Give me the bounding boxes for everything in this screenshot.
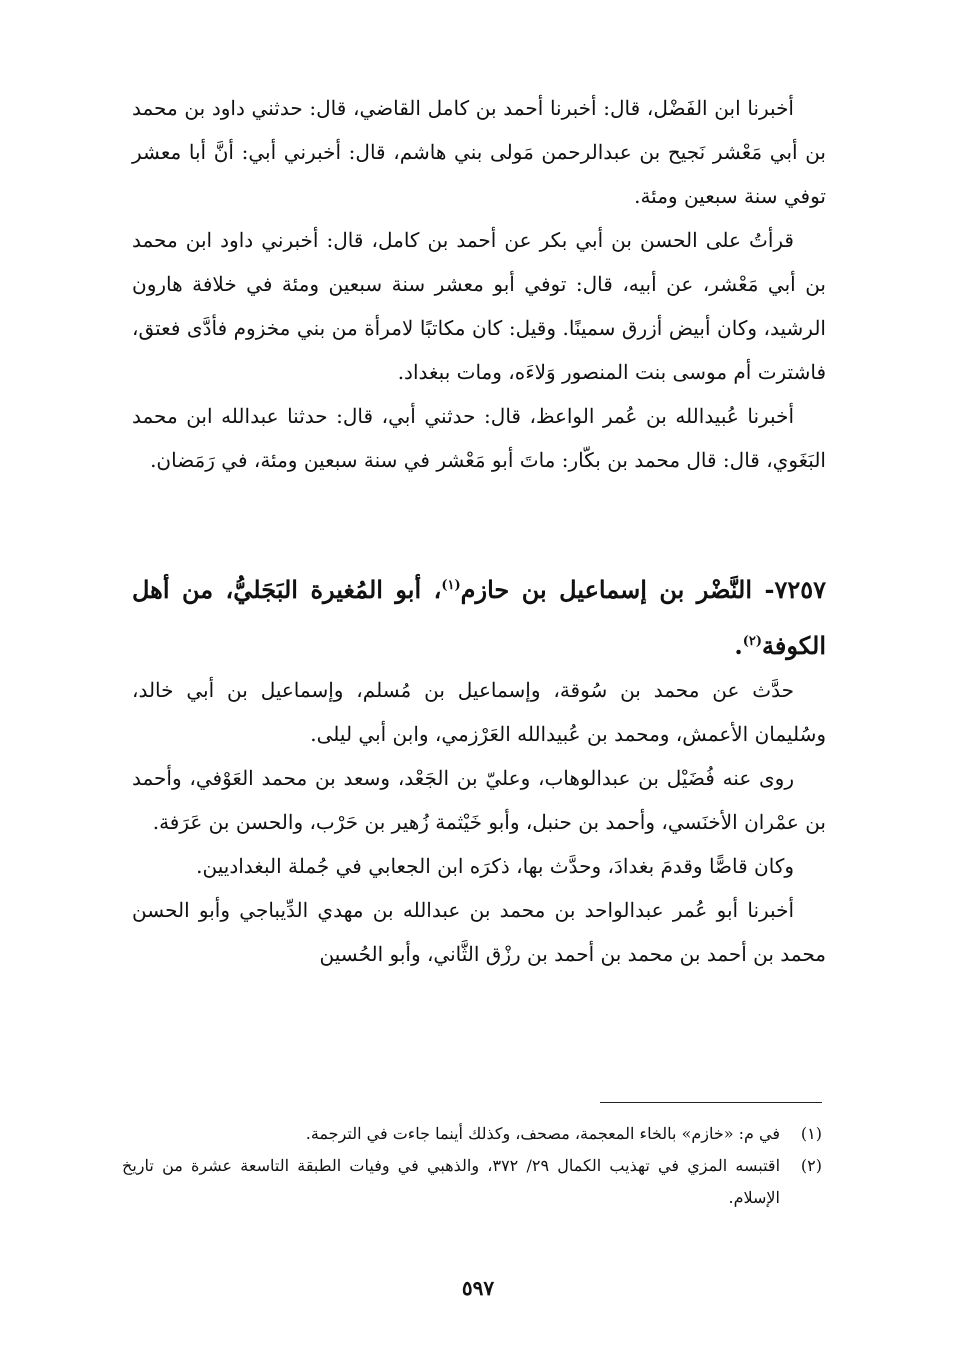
footnote-text: في م: «خازم» بالخاء المعجمة، مصحف، وكذلك أينما جاءت في الترجمة. [305,1124,780,1143]
paragraph-5: روى عنه فُضَيْل بن عبدالوهاب، وعليّ بن الجَعْد، وسعد بن محمد العَوْفي، وأحمد بن عمْران الأخنَسي، وأحمد بن حنبل، وأبو خَيْثمة زُهير بن حَرْب، والحسن بن عَرَفة. [132,766,826,834]
footnotes [122,1118,822,1214]
paragraph-7: أخبرنا أبو عُمر عبدالواحد بن محمد بن عبدالله بن مهدي الدِّيباجي وأبو الحسن محمد بن أحمد بن محمد بن أحمد بن رزْق الثَّاني، وأبو الحُسين [132,898,826,966]
paragraph-6: وكان قاصًّا وقدمَ بغدادَ، وحدَّث بها، ذكرَه ابن الجعابي في جُملة البغداديين. [196,854,794,878]
paragraph-1: أخبرنا ابن الفَضْل، قال: أخبرنا أحمد بن كامل القاضي، قال: حدثني داود بن محمد بن أبي مَعْشر نَجيح بن عبدالرحمن مَولى بني هاشم، قال: أخبرني أبي: أنَّ أبا معشر توفي سنة سبعين ومئة. [132,96,826,208]
footnote-text: اقتبسه المزي في تهذيب الكمال ٢٩/ ٣٧٢، والذهبي في وفيات الطبقة التاسعة عشرة من تاريخ الإسلام. [122,1156,781,1207]
paragraph-2: قرأتُ على الحسن بن أبي بكر عن أحمد بن كامل، قال: أخبرني داود ابن محمد بن أبي مَعْشر، عن أبيه، قال: توفي أبو معشر سنة سبعين ومئة في خلافة هارون الرشيد، وكان أبيض أزرق سمينًا. وقيل: كان مكاتبًا لامرأة من بني مخزوم فأدَّى فعتق، فاشترت أم موسى بنت المنصور وَلاءَه، ومات ببغداد. [132,228,826,384]
entry-heading-block [132,560,826,672]
footnote-divider [600,1102,822,1103]
footnote-number: (١) [800,1124,822,1143]
heading-text-2: ، أبو المُغيرة البَجَليُّ، من أهل الكوفة [132,575,826,660]
page-number: ٥٩٧ [461,1276,495,1300]
entry-heading [132,560,826,672]
footnote-1 [122,1118,822,1150]
heading-footnote-ref-1: (١) [441,578,461,593]
heading-text-end: . [734,631,743,660]
heading-footnote-ref-2: (٢) [742,634,763,649]
footnote-2 [122,1150,822,1214]
footnote-number: (٢) [800,1156,822,1175]
main-text-upper [132,86,826,482]
heading-text-1: ٧٢٥٧- النَّضْر بن إسماعيل بن حازم [460,575,827,604]
paragraph-4: حدَّث عن محمد بن سُوقة، وإسماعيل بن مُسلم، وإسماعيل بن أبي خالد، وسُليمان الأعمش، ومحمد بن عُبيدالله العَرْزمي، وابن أبي ليلى. [132,678,826,746]
main-text-lower [132,668,826,976]
paragraph-3: أخبرنا عُبيدالله بن عُمر الواعظ، قال: حدثني أبي، قال: حدثنا عبدالله ابن محمد البَغَوي، قال: قال محمد بن بكّار: ماتَ أبو مَعْشر في سنة سبعين ومئة، في رَمَضان. [132,404,826,472]
